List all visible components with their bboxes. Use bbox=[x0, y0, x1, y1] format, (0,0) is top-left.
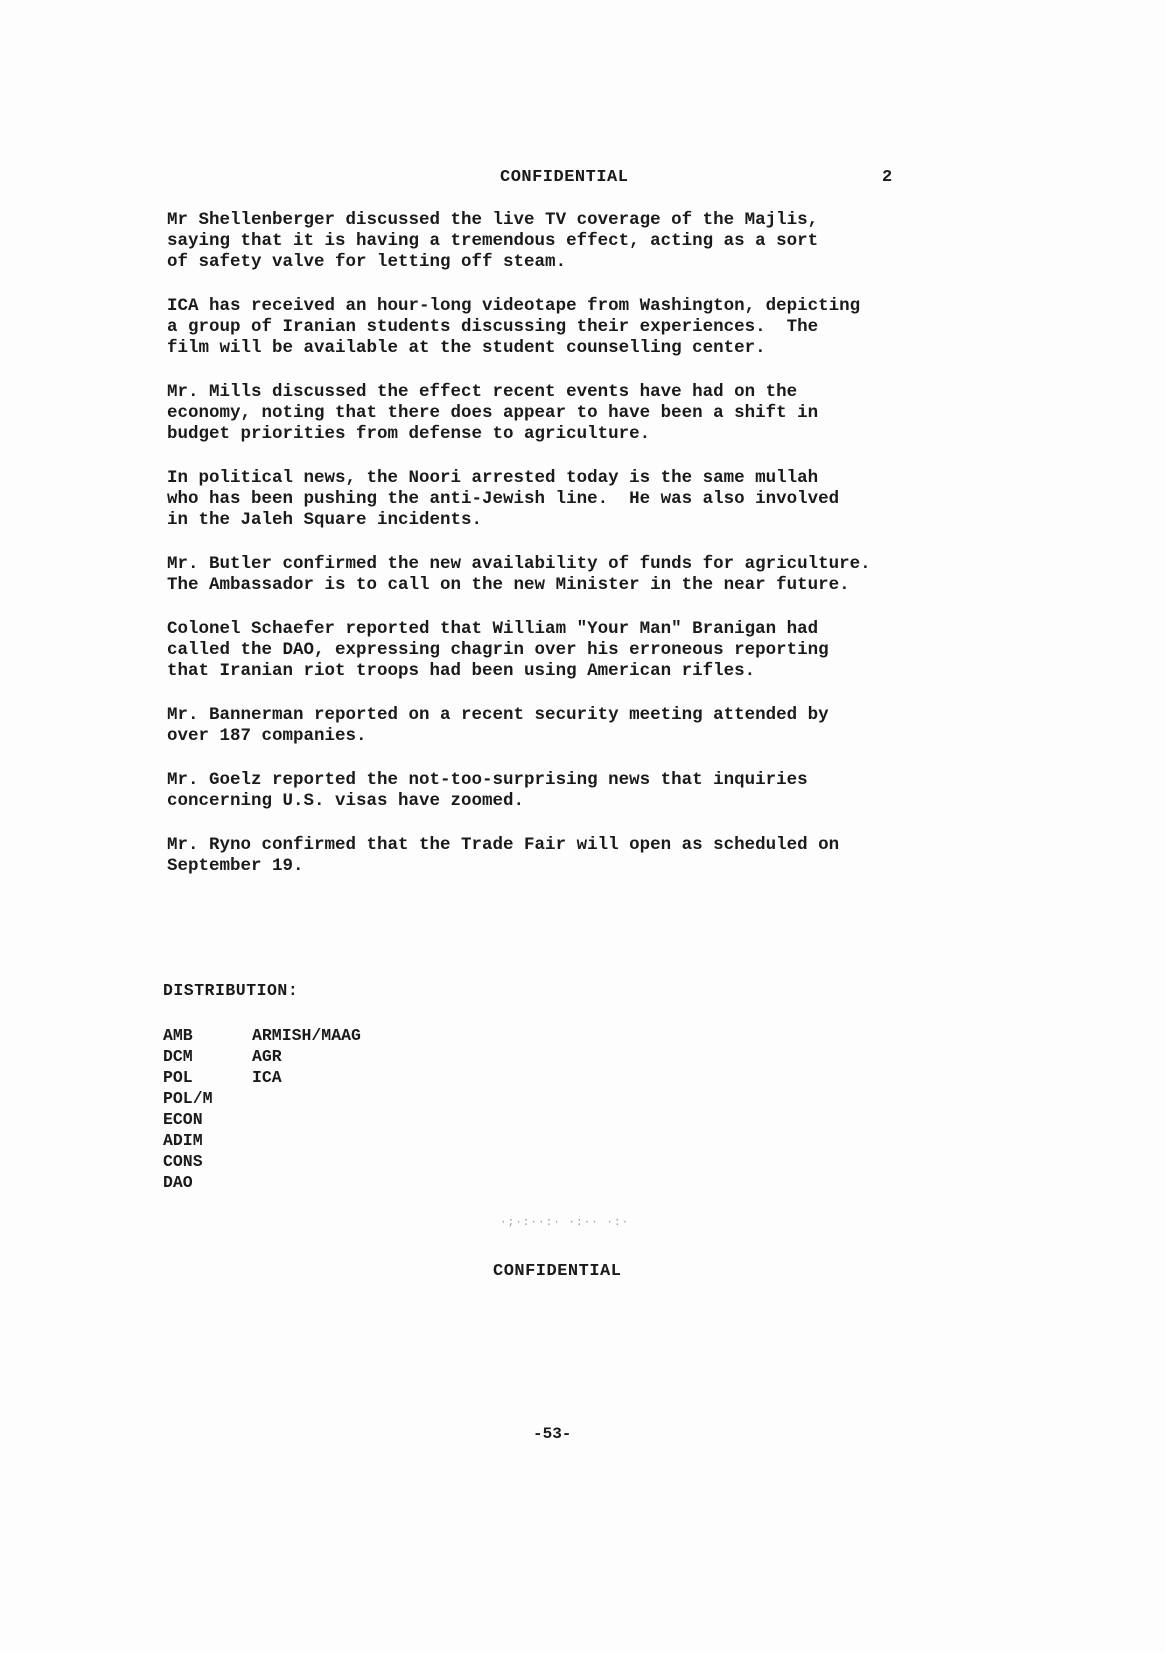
distribution-title: DISTRIBUTION: bbox=[163, 981, 299, 1000]
paragraph-ryno: Mr. Ryno confirmed that the Trade Fair will open as scheduled on September 19. bbox=[167, 835, 840, 876]
paragraph-mills: Mr. Mills discussed the effect recent events have had on the economy, noting that there does appear to have been a shift in budget priorities from defense to agriculture. bbox=[167, 382, 819, 444]
paragraph-bannerman: Mr. Bannerman reported on a recent security meeting attended by over 187 companies. bbox=[167, 705, 829, 746]
distribution-item: CONS bbox=[163, 1152, 203, 1171]
paragraph-ica-videotape: ICA has received an hour-long videotape from Washington, depicting a group of Iranian students discussing their experiences. The film will be available at the student counselling center. bbox=[167, 296, 861, 358]
distribution-item: ARMISH/MAAG bbox=[252, 1026, 361, 1045]
paragraph-butler: Mr. Butler confirmed the new availability of funds for agriculture. The Ambassador is to call on the new Minister in the near future. bbox=[167, 554, 871, 595]
header-classification: CONFIDENTIAL bbox=[500, 168, 629, 187]
paragraph-goelz: Mr. Goelz reported the not-too-surprising news that inquiries concerning U.S. visas have zoomed. bbox=[167, 770, 808, 811]
paragraph-shellenberger: Mr Shellenberger discussed the live TV coverage of the Majlis, saying that it is having a tremendous effect, acting as a sort of safety valve for letting off steam. bbox=[167, 210, 819, 272]
faded-stamp-mark: ·;·:··:· ·:·· ·:· bbox=[500, 1217, 630, 1229]
distribution-item: DAO bbox=[163, 1173, 193, 1192]
distribution-item: DCM bbox=[163, 1047, 193, 1066]
distribution-item: ICA bbox=[252, 1068, 282, 1087]
distribution-item: ECON bbox=[163, 1110, 203, 1129]
distribution-item: POL/M bbox=[163, 1089, 213, 1108]
page-number: 2 bbox=[882, 168, 893, 187]
footer-classification: CONFIDENTIAL bbox=[493, 1262, 622, 1281]
distribution-item: AMB bbox=[163, 1026, 193, 1045]
paragraph-political-news: In political news, the Noori arrested today is the same mullah who has been pushing the anti-Jewish line. He was also involved in the Jaleh Square incidents. bbox=[167, 468, 840, 530]
distribution-column-2 bbox=[252, 1025, 361, 1088]
distribution-item: AGR bbox=[252, 1047, 282, 1066]
folio-number: -53- bbox=[533, 1425, 572, 1443]
paragraph-schaefer: Colonel Schaefer reported that William "Your Man" Branigan had called the DAO, expressing chagrin over his erroneous reporting that Iranian riot troops had been using American rifles. bbox=[167, 619, 829, 681]
distribution-item: ADIM bbox=[163, 1131, 203, 1150]
distribution-column-1 bbox=[163, 1025, 213, 1193]
distribution-item: POL bbox=[163, 1068, 193, 1087]
memo-body bbox=[167, 210, 1027, 900]
